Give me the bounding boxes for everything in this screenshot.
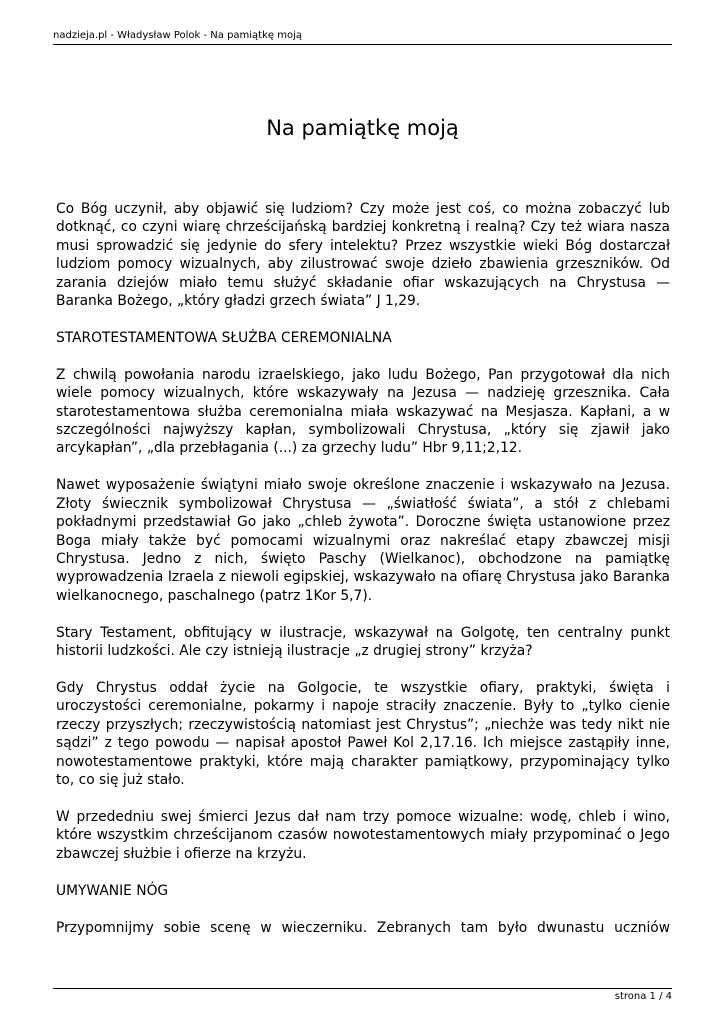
page-header: nadzieja.pl - Władysław Polok - Na pamiątkę moją [53, 30, 302, 41]
document-body [56, 200, 670, 937]
paragraph-old-testament-illustrations: Stary Testament, obfitujący w ilustracje, wskazywał na Golgotę, ten centralny punkt historii ludzkości. Ale czy istnieją ilustracje „z drugiej strony” krzyża? [56, 624, 670, 660]
section-heading-ceremonial-service: STAROTESTAMENTOWA SŁUŻBA CEREMONIALNA [56, 329, 392, 346]
paragraph-temple-furnishings: Nawet wyposażenie świątyni miało swoje określone znaczenie i wskazywało na Jezusa. Złoty świecznik symbolizował Chrystusa — „światłość świata”, a stół z chlebami pokładnymi przedstawiał Go jako „chleb żywota”. Doroczne święta ustanowione przez Boga miały także być pomocami wizualnymi oraz nakreślać etapy zbawczej misji Chrystusa. Jedno z nich, święto Paschy (Wielkanoc), obchodzone na pamiątkę wyprowadzenia Izraela z niewoli egipskiej, wskazywało na ofiarę Chrystusa jako Baranka wielkanocnego, paschalnego (patrz 1Kor 5,7). [56, 477, 670, 604]
paragraph-ceremonial-service: Z chwilą powołania narodu izraelskiego, jako ludu Bożego, Pan przygotował dla nich wiele pomocy wizualnych, które wskazywały na Jezusa — nadzieję grzesznika. Cała starotestamentowa służba ceremonialna miała wskazywać na Mesjasza. Kapłani, a w szczególności najwyższy kapłan, symbolizowali Chrystusa, „który się zjawił jako arcykapłan”, „dla przebłagania (...) za grzechy ludu” Hbr 9,11;2,12. [56, 366, 670, 457]
header-divider [53, 44, 672, 45]
paragraph-intro: Co Bóg uczynił, aby objawić się ludziom? Czy może jest coś, co można zobaczyć lub dotknąć, co czyni wiarę chrześcijańską bardziej konkretną i realną? Czy też wiara nasza musi sprowadzić się jedynie do sfery intelektu? Przez wszystkie wieki Bóg dostarczał ludziom pomocy wizualnych, aby zilustrować swoje dzieło zbawienia grzeszników. Od zarania dziejów miało temu służyć składanie ofiar wskazujących na Chrystusa — Baranka Bożego, „który gładzi grzech świata” J 1,29. [56, 201, 670, 310]
document-title: Na pamiątkę moją [266, 116, 459, 140]
paragraph-golgotha: Gdy Chrystus oddał życie na Golgocie, te wszystkie ofiary, praktyki, święta i uroczystości ceremonialne, pokarmy i napoje straciły znaczenie. Były to „tylko cienie rzeczy przyszłych; rzeczywistością natomiast jest Chrystus”; „niechże was tedy nikt nie sądzi” z tego powodu — napisał apostoł Paweł Kol 2,17.16. Ich miejsce zastąpiły inne, nowotestamentowe praktyki, które mają charakter pamiątkowy, przypominający tylko to, co się już stało. [56, 680, 670, 789]
section-heading-foot-washing: UMYWANIE NÓG [56, 882, 169, 899]
footer-divider [53, 988, 672, 989]
page-number: strona 1 / 4 [614, 991, 672, 1002]
paragraph-upper-room: Przypomnijmy sobie scenę w wieczerniku. Zebranych tam było dwunastu uczniów [56, 919, 670, 936]
paragraph-visual-aids: W przededniu swej śmierci Jezus dał nam trzy pomoce wizualne: wodę, chleb i wino, które wszystkim chrześcijanom czasów nowotestamentowych miały przypominać o Jego zbawczej służbie i ofierze na krzyżu. [56, 808, 670, 862]
